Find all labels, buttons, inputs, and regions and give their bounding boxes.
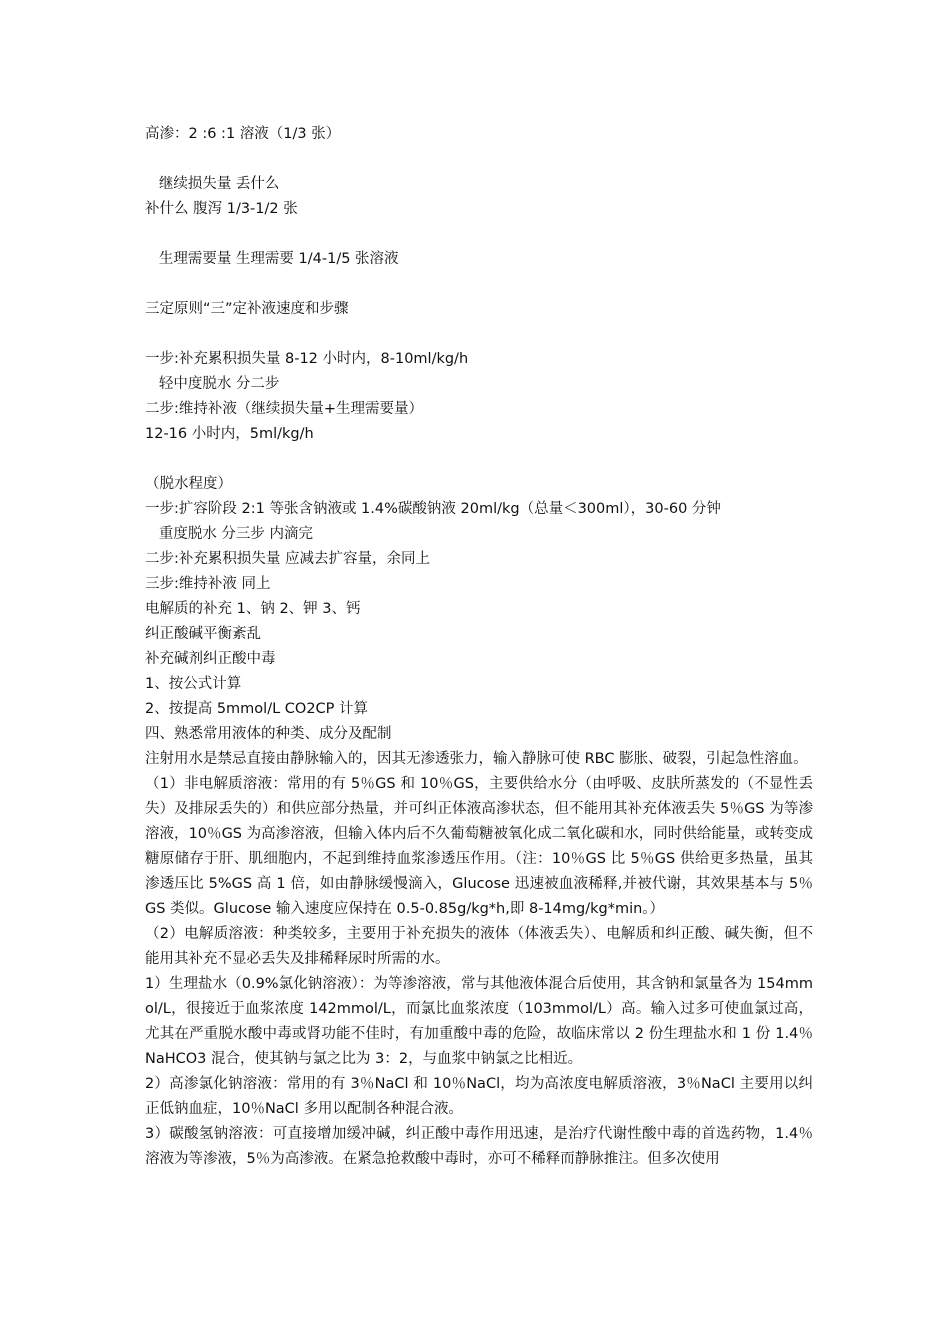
text-line: 二步:维持补液（继续损失量+生理需要量） xyxy=(145,401,424,417)
text-line: 生理需要量 生理需要 1/4-1/5 张溶液 xyxy=(145,251,399,267)
text-line: 电解质的补充 1、钠 2、钾 3、钙 xyxy=(145,601,361,617)
blank-line xyxy=(145,222,813,247)
text-line: 三定原则“三”定补液速度和步骤 xyxy=(145,301,349,317)
text-line: 补什么 腹泻 1/3-1/2 张 xyxy=(145,201,298,217)
paragraph: 1）生理盐水（0.9%氯化钠溶液）：为等渗溶液，常与其他液体混合后使用，其含钠和氯量各为 154mmol/L，很接近于血浆浓度 142mmol/L，而氯比血浆浓度（103mmol/L）高。输入过多可使血氯过高，尤其在严重脱水酸中毒或肾功能不佳时，有加重酸中毒的危险，故临床常以 2 份生理盐水和 1 份 1.4％NaHCO3 混合，使其钠与氯之比为 3：2，与血浆中钠氯之比相近。 xyxy=(145,976,813,1067)
text-line: 一步:扩容阶段 2:1 等张含钠液或 1.4%碳酸钠液 20ml/kg（总量＜300ml），30-60 分钟 xyxy=(145,501,721,517)
paragraph: 2）高渗氯化钠溶液：常用的有 3％NaCl 和 10％NaCl，均为高浓度电解质溶液，3％NaCl 主要用以纠正低钠血症，10％NaCl 多用以配制各种混合液。 xyxy=(145,1076,813,1117)
text-line: 三步:维持补液 同上 xyxy=(145,576,271,592)
blank-line xyxy=(145,322,813,347)
text-line: 轻中度脱水 分二步 xyxy=(145,376,280,392)
text-line: 重度脱水 分三步 内滴完 xyxy=(145,526,314,542)
section-heading: 四、熟悉常用液体的种类、成分及配制 xyxy=(145,726,392,742)
paragraph: （2）电解质溶液：种类较多，主要用于补充损失的液体（体液丢失）、电解质和纠正酸、碱失衡，但不能用其补充不显必丢失及排稀释尿时所需的水。 xyxy=(145,926,813,967)
text-line: 一步:补充累积损失量 8-12 小时内，8-10ml/kg/h xyxy=(145,351,469,367)
paragraph: 注射用水是禁忌直接由静脉输入的，因其无渗透张力，输入静脉可使 RBC 膨胀、破裂，引起急性溶血。 xyxy=(145,751,808,767)
text-line: 高渗：2 :6 :1 溶液（1/3 张） xyxy=(145,126,341,142)
text-line: 12-16 小时内，5ml/kg/h xyxy=(145,426,314,442)
text-line: 继续损失量 丢什么 xyxy=(145,176,280,192)
text-line: 1、按公式计算 xyxy=(145,676,242,692)
paragraph: 3）碳酸氢钠溶液：可直接增加缓冲碱，纠正酸中毒作用迅速，是治疗代谢性酸中毒的首选药物，1.4％溶液为等渗液，5％为高渗液。在紧急抢救酸中毒时，亦可不稀释而静脉推注。但多次使用 xyxy=(145,1126,813,1167)
text-line: 补充碱剂纠正酸中毒 xyxy=(145,651,276,667)
paragraph: （1）非电解质溶液：常用的有 5％GS 和 10％GS，主要供给水分（由呼吸、皮肤所蒸发的（不显性丢失）及排尿丢失的）和供应部分热量，并可纠正体液高渗状态，但不能用其补充体液丢失 5％GS 为等渗溶液，10％GS 为高渗溶液，但输入体内后不久葡萄糖被氧化成二氧化碳和水，同时供给能量，或转变成糖原储存于肝、肌细胞内，不起到维持血浆渗透压作用。（注：10％GS 比 5％GS 供给更多热量，虽其渗透压比 5%GS 高 1 倍，如由静脉缓慢滴入，Glucose 迅速被血液稀释,并被代谢，其效果基本与 5％GS 类似。Glucose 输入速度应保持在 0.5-0.85g/kg*h,即 8-14mg/kg*min。） xyxy=(145,776,813,917)
text-line: 2、按提高 5mmol/L CO2CP 计算 xyxy=(145,701,369,717)
blank-line xyxy=(145,147,813,172)
text-line: （脱水程度） xyxy=(145,476,232,492)
blank-line xyxy=(145,447,813,472)
text-line: 纠正酸碱平衡紊乱 xyxy=(145,626,261,642)
text-line: 二步:补充累积损失量 应减去扩容量，余同上 xyxy=(145,551,430,567)
blank-line xyxy=(145,272,813,297)
document-body xyxy=(145,122,813,1172)
